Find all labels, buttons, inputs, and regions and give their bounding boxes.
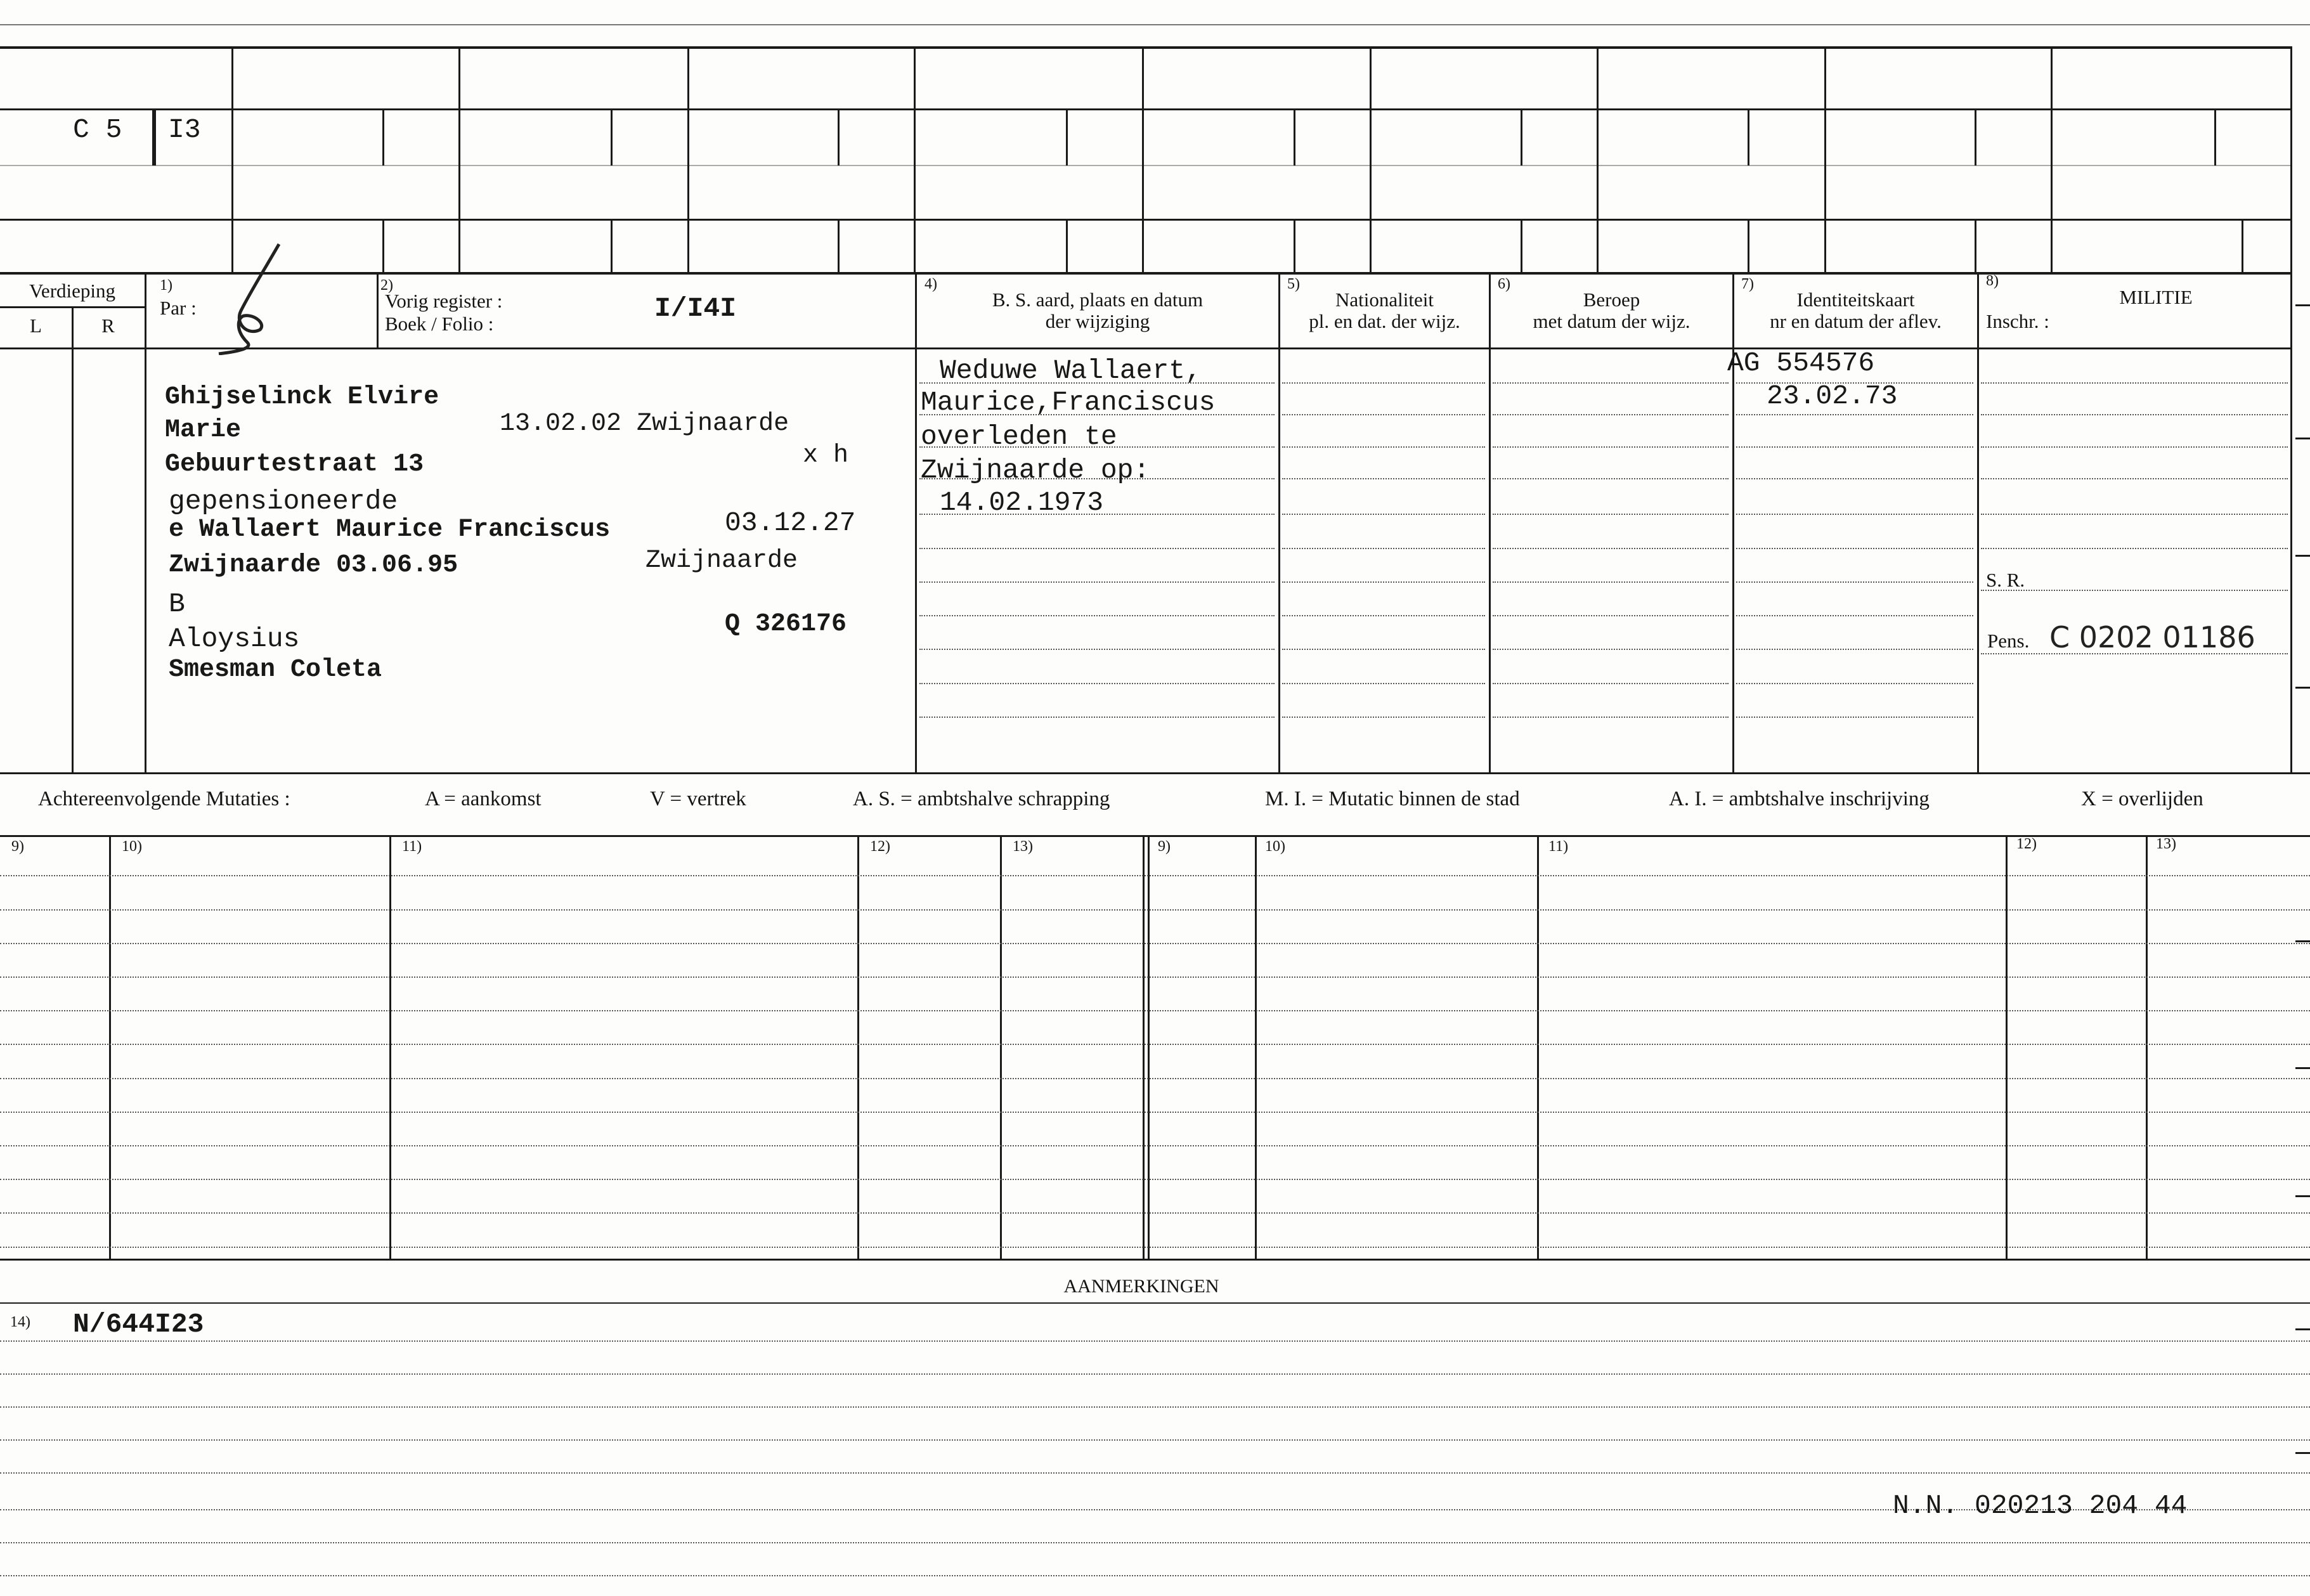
field-number-14: 14) (10, 1314, 30, 1330)
mut-col-12a: 12) (870, 838, 890, 855)
spouse-birth: Zwijnaarde 03.06.95 (169, 551, 458, 580)
bs-text-line5: 14.02.1973 (940, 487, 1104, 518)
address: Gebuurtestraat 13 (165, 450, 424, 479)
aanmerkingen-title: AANMERKINGEN (1063, 1276, 1219, 1297)
mutaties-label: Achtereenvolgende Mutaties : (38, 788, 290, 810)
beroep-header: Beroep (1583, 289, 1640, 311)
identiteitskaart-header: Identiteitskaart (1796, 289, 1915, 311)
bs-header-line2: der wijziging (1045, 310, 1150, 332)
father-name: Aloysius (169, 623, 300, 654)
mut-col-9b: 9) (1158, 838, 1171, 855)
legend-ai: A. I. = ambtshalve inschrijving (1669, 788, 1930, 810)
remarks-reference: N/644I23 (73, 1309, 204, 1340)
legend-mi: M. I. = Mutatic binnen de stad (1265, 788, 1520, 810)
mut-col-10a: 10) (122, 838, 142, 855)
vorig-register-label: Vorig register : (385, 290, 503, 312)
marriage-date: 03.12.27 (725, 507, 856, 538)
col-l-label: L (30, 315, 42, 337)
vorig-register-value: I/I4I (654, 293, 737, 324)
occupation: gepensioneerde (169, 486, 398, 517)
bs-text-line4: Zwijnaarde op: (921, 455, 1150, 486)
mut-col-11a: 11) (402, 838, 422, 855)
mut-col-10b: 10) (1265, 838, 1285, 855)
field-number-6: 6) (1498, 276, 1510, 292)
field-number-5: 5) (1287, 276, 1300, 292)
inschr-label: Inschr. : (1986, 310, 2049, 332)
spouse-name: e Wallaert Maurice Franciscus (169, 516, 611, 544)
b-marker: B (169, 588, 185, 620)
field-number-4: 4) (925, 276, 937, 292)
col-r-label: R (101, 315, 115, 337)
nationaliteit-subheader: pl. en dat. der wijz. (1309, 310, 1460, 332)
q-number: Q 326176 (725, 610, 847, 639)
bs-text-line2: Maurice,Franciscus (921, 387, 1216, 418)
boek-folio-label: Boek / Folio : (385, 313, 494, 335)
spouse-birth-place: Zwijnaarde (646, 547, 798, 575)
par-label: Par : (160, 297, 197, 319)
pens-value: C 0202 01186 (2049, 620, 2255, 654)
legend-x: X = overlijden (2081, 788, 2203, 810)
bs-text-line1: Weduwe Wallaert, (940, 355, 1202, 386)
militie-header: MILITIE (2119, 286, 2193, 308)
field-number-2: 2) (380, 277, 393, 294)
beroep-subheader: met datum der wijz. (1533, 310, 1690, 332)
sex-mark: x h (803, 441, 849, 470)
name-line2: Marie (165, 416, 242, 444)
legend-as: A. S. = ambtshalve schrapping (853, 788, 1110, 810)
sr-label: S. R. (1986, 569, 2025, 591)
name-line1: Ghijselinck Elvire (165, 383, 439, 412)
mut-col-12b: 12) (2016, 836, 2037, 852)
handwritten-scribble (216, 241, 298, 355)
nn-number: N.N. 020213 204 44 (1893, 1490, 2188, 1521)
field-number-1: 1) (160, 277, 172, 294)
top-cell-c5: C 5 (73, 114, 122, 145)
legend-a: A = aankomst (425, 788, 542, 810)
id-card-number: AG 554576 (1727, 347, 1875, 379)
mut-col-9a: 9) (11, 838, 24, 855)
nationaliteit-header: Nationaliteit (1335, 289, 1434, 311)
field-number-8: 8) (1986, 273, 1999, 289)
birth-date-place: 13.02.02 Zwijnaarde (500, 410, 789, 438)
bs-header-line1: B. S. aard, plaats en datum (992, 289, 1204, 311)
mut-col-13a: 13) (1013, 838, 1033, 855)
legend-v: V = vertrek (650, 788, 746, 810)
verdieping-label: Verdieping (29, 280, 116, 302)
identiteitskaart-subheader: nr en datum der aflev. (1770, 310, 1942, 332)
mother-name: Smesman Coleta (169, 656, 382, 684)
bs-text-line3: overleden te (921, 421, 1117, 452)
scan-edge-line (0, 24, 2310, 25)
mut-col-11b: 11) (1548, 838, 1569, 855)
mut-col-13b: 13) (2156, 836, 2176, 852)
id-card-date: 23.02.73 (1767, 380, 1898, 412)
top-cell-13: I3 (168, 114, 201, 145)
field-number-7: 7) (1741, 276, 1754, 292)
pens-label: Pens. (1987, 630, 2030, 652)
